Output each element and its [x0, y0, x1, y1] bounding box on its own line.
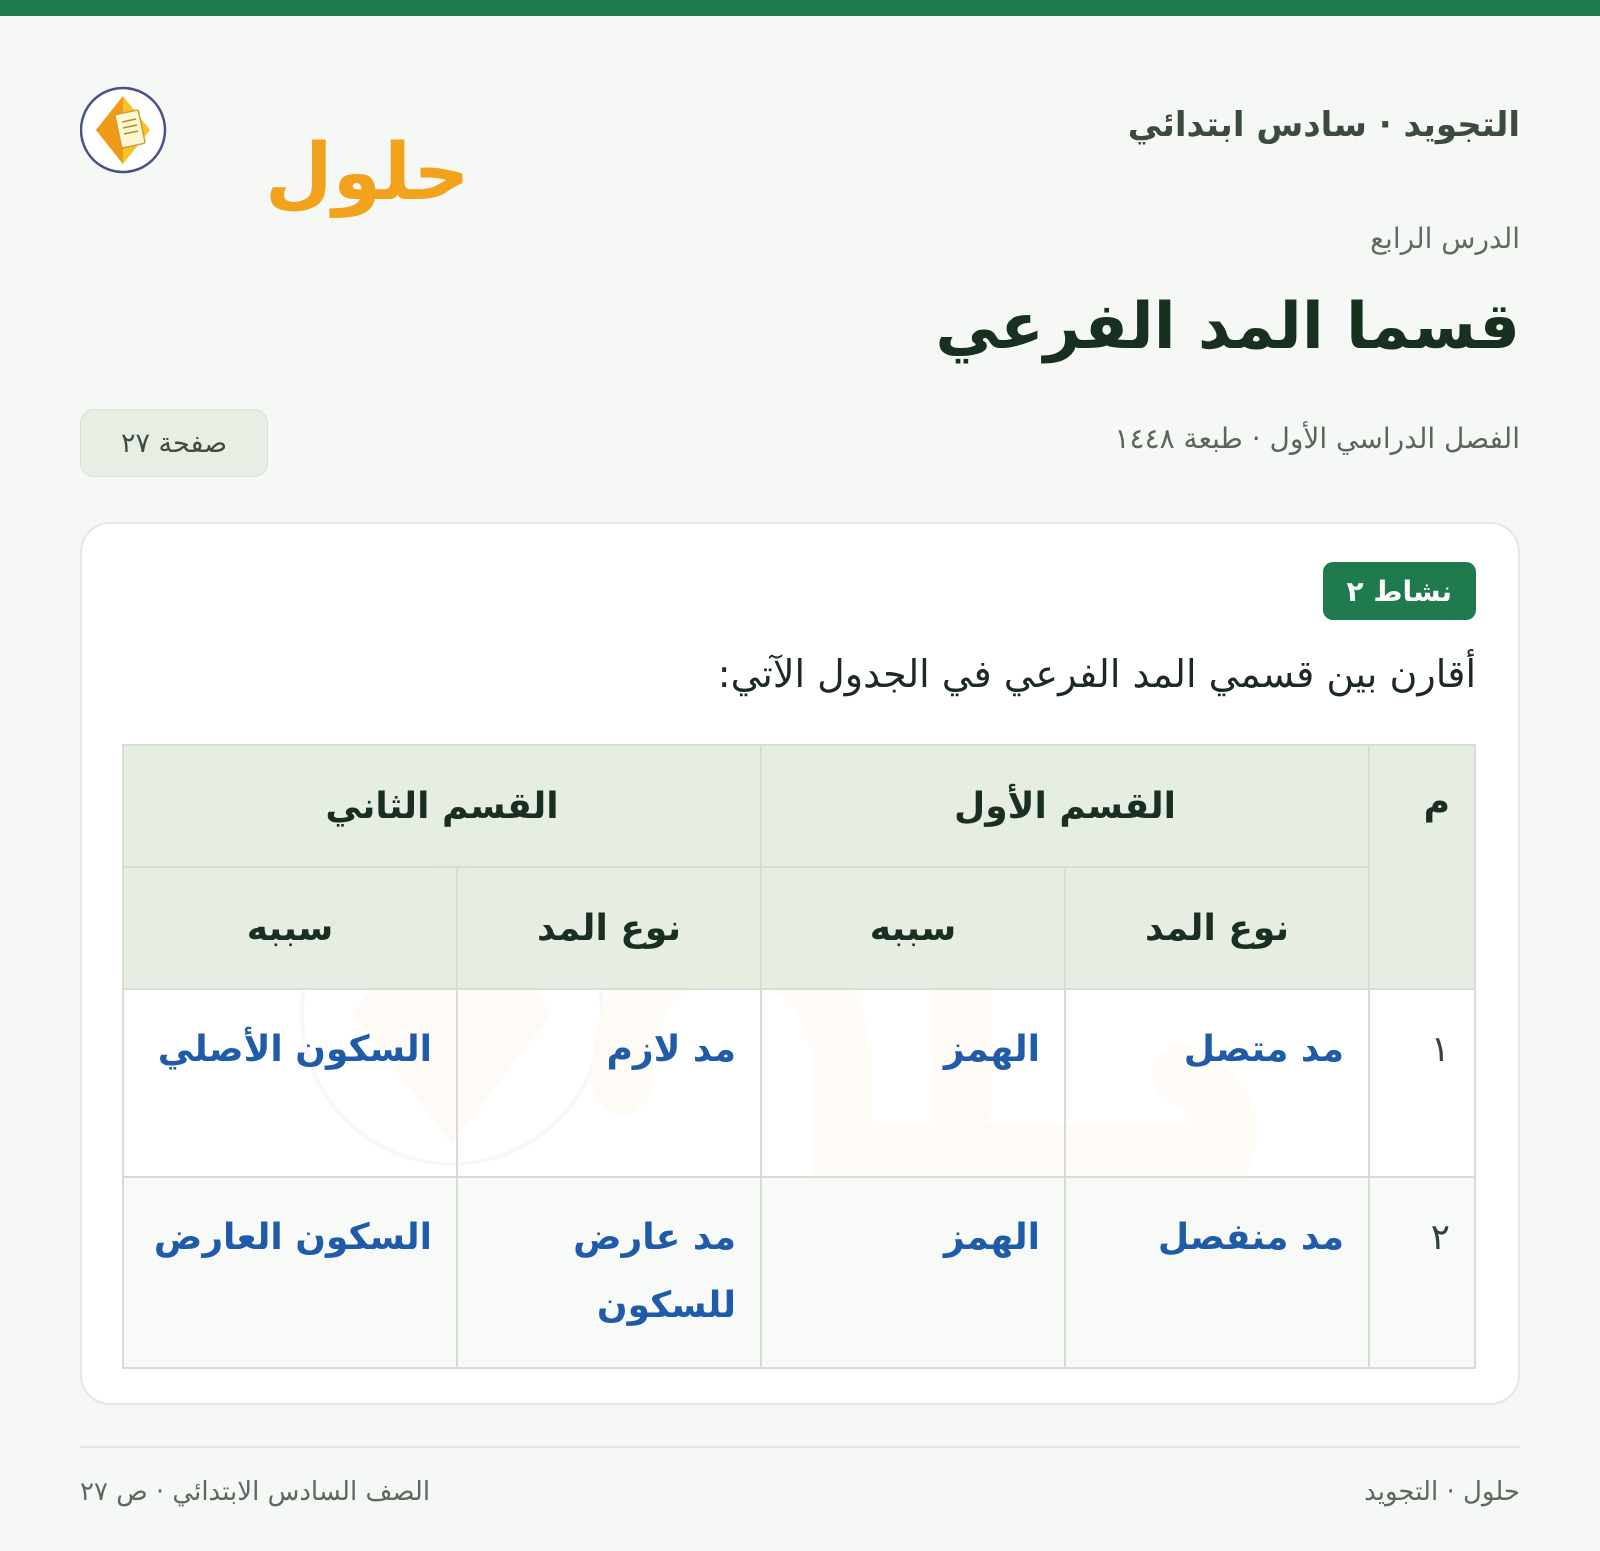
footer-brand-subject: حلول · التجويد [1364, 1477, 1520, 1507]
answer-cause-second: السكون العارض [123, 1177, 457, 1368]
column-header-cause-second: سببه [123, 867, 457, 989]
answer-type-second: مد لازم [457, 989, 761, 1177]
column-header-number: م [1369, 745, 1475, 989]
page-header [80, 70, 1520, 218]
activity-instruction: أقارن بين قسمي المد الفرعي في الجدول الآتي: [717, 652, 1476, 696]
comparison-table [122, 744, 1476, 1369]
answer-type-first: مد منفصل [1065, 1177, 1369, 1368]
activity-card [80, 522, 1520, 1405]
column-header-type-second: نوع المد [457, 867, 761, 989]
table-row [123, 989, 1475, 1177]
row-number: ٢ [1369, 1177, 1475, 1368]
top-accent-bar [0, 0, 1600, 16]
answer-cause-first: الهمز [761, 1177, 1065, 1368]
term-edition: الفصل الدراسي الأول · طبعة ١٤٤٨ [1114, 422, 1520, 455]
answer-type-first: مد متصل [1065, 989, 1369, 1177]
footer-divider [80, 1446, 1520, 1448]
page-number-chip: صفحة ٢٧ [80, 409, 268, 477]
column-header-cause-first: سببه [761, 867, 1065, 989]
row-number: ١ [1369, 989, 1475, 1177]
answer-type-second: مد عارض للسكون [457, 1177, 761, 1368]
table-sub-header-row [123, 867, 1475, 989]
table-row [123, 1177, 1475, 1368]
lesson-number: الدرس الرابع [1370, 222, 1520, 255]
answer-cause-first: الهمز [761, 989, 1065, 1177]
lesson-title: قسما المد الفرعي [935, 290, 1520, 364]
answer-cause-second: السكون الأصلي [123, 989, 457, 1177]
activity-badge: نشاط ٢ [1323, 562, 1476, 620]
column-group-first-section: القسم الأول [761, 745, 1369, 867]
subject-grade-title: التجويد · سادس ابتدائي [1127, 105, 1520, 145]
logo-wordmark: حلول [265, 128, 470, 218]
footer-grade-page: الصف السادس الابتدائي · ص ٢٧ [80, 1477, 431, 1507]
table-group-header-row [123, 745, 1475, 867]
column-group-second-section: القسم الثاني [123, 745, 761, 867]
hulul-logo[interactable] [80, 70, 470, 218]
column-header-type-first: نوع المد [1065, 867, 1369, 989]
